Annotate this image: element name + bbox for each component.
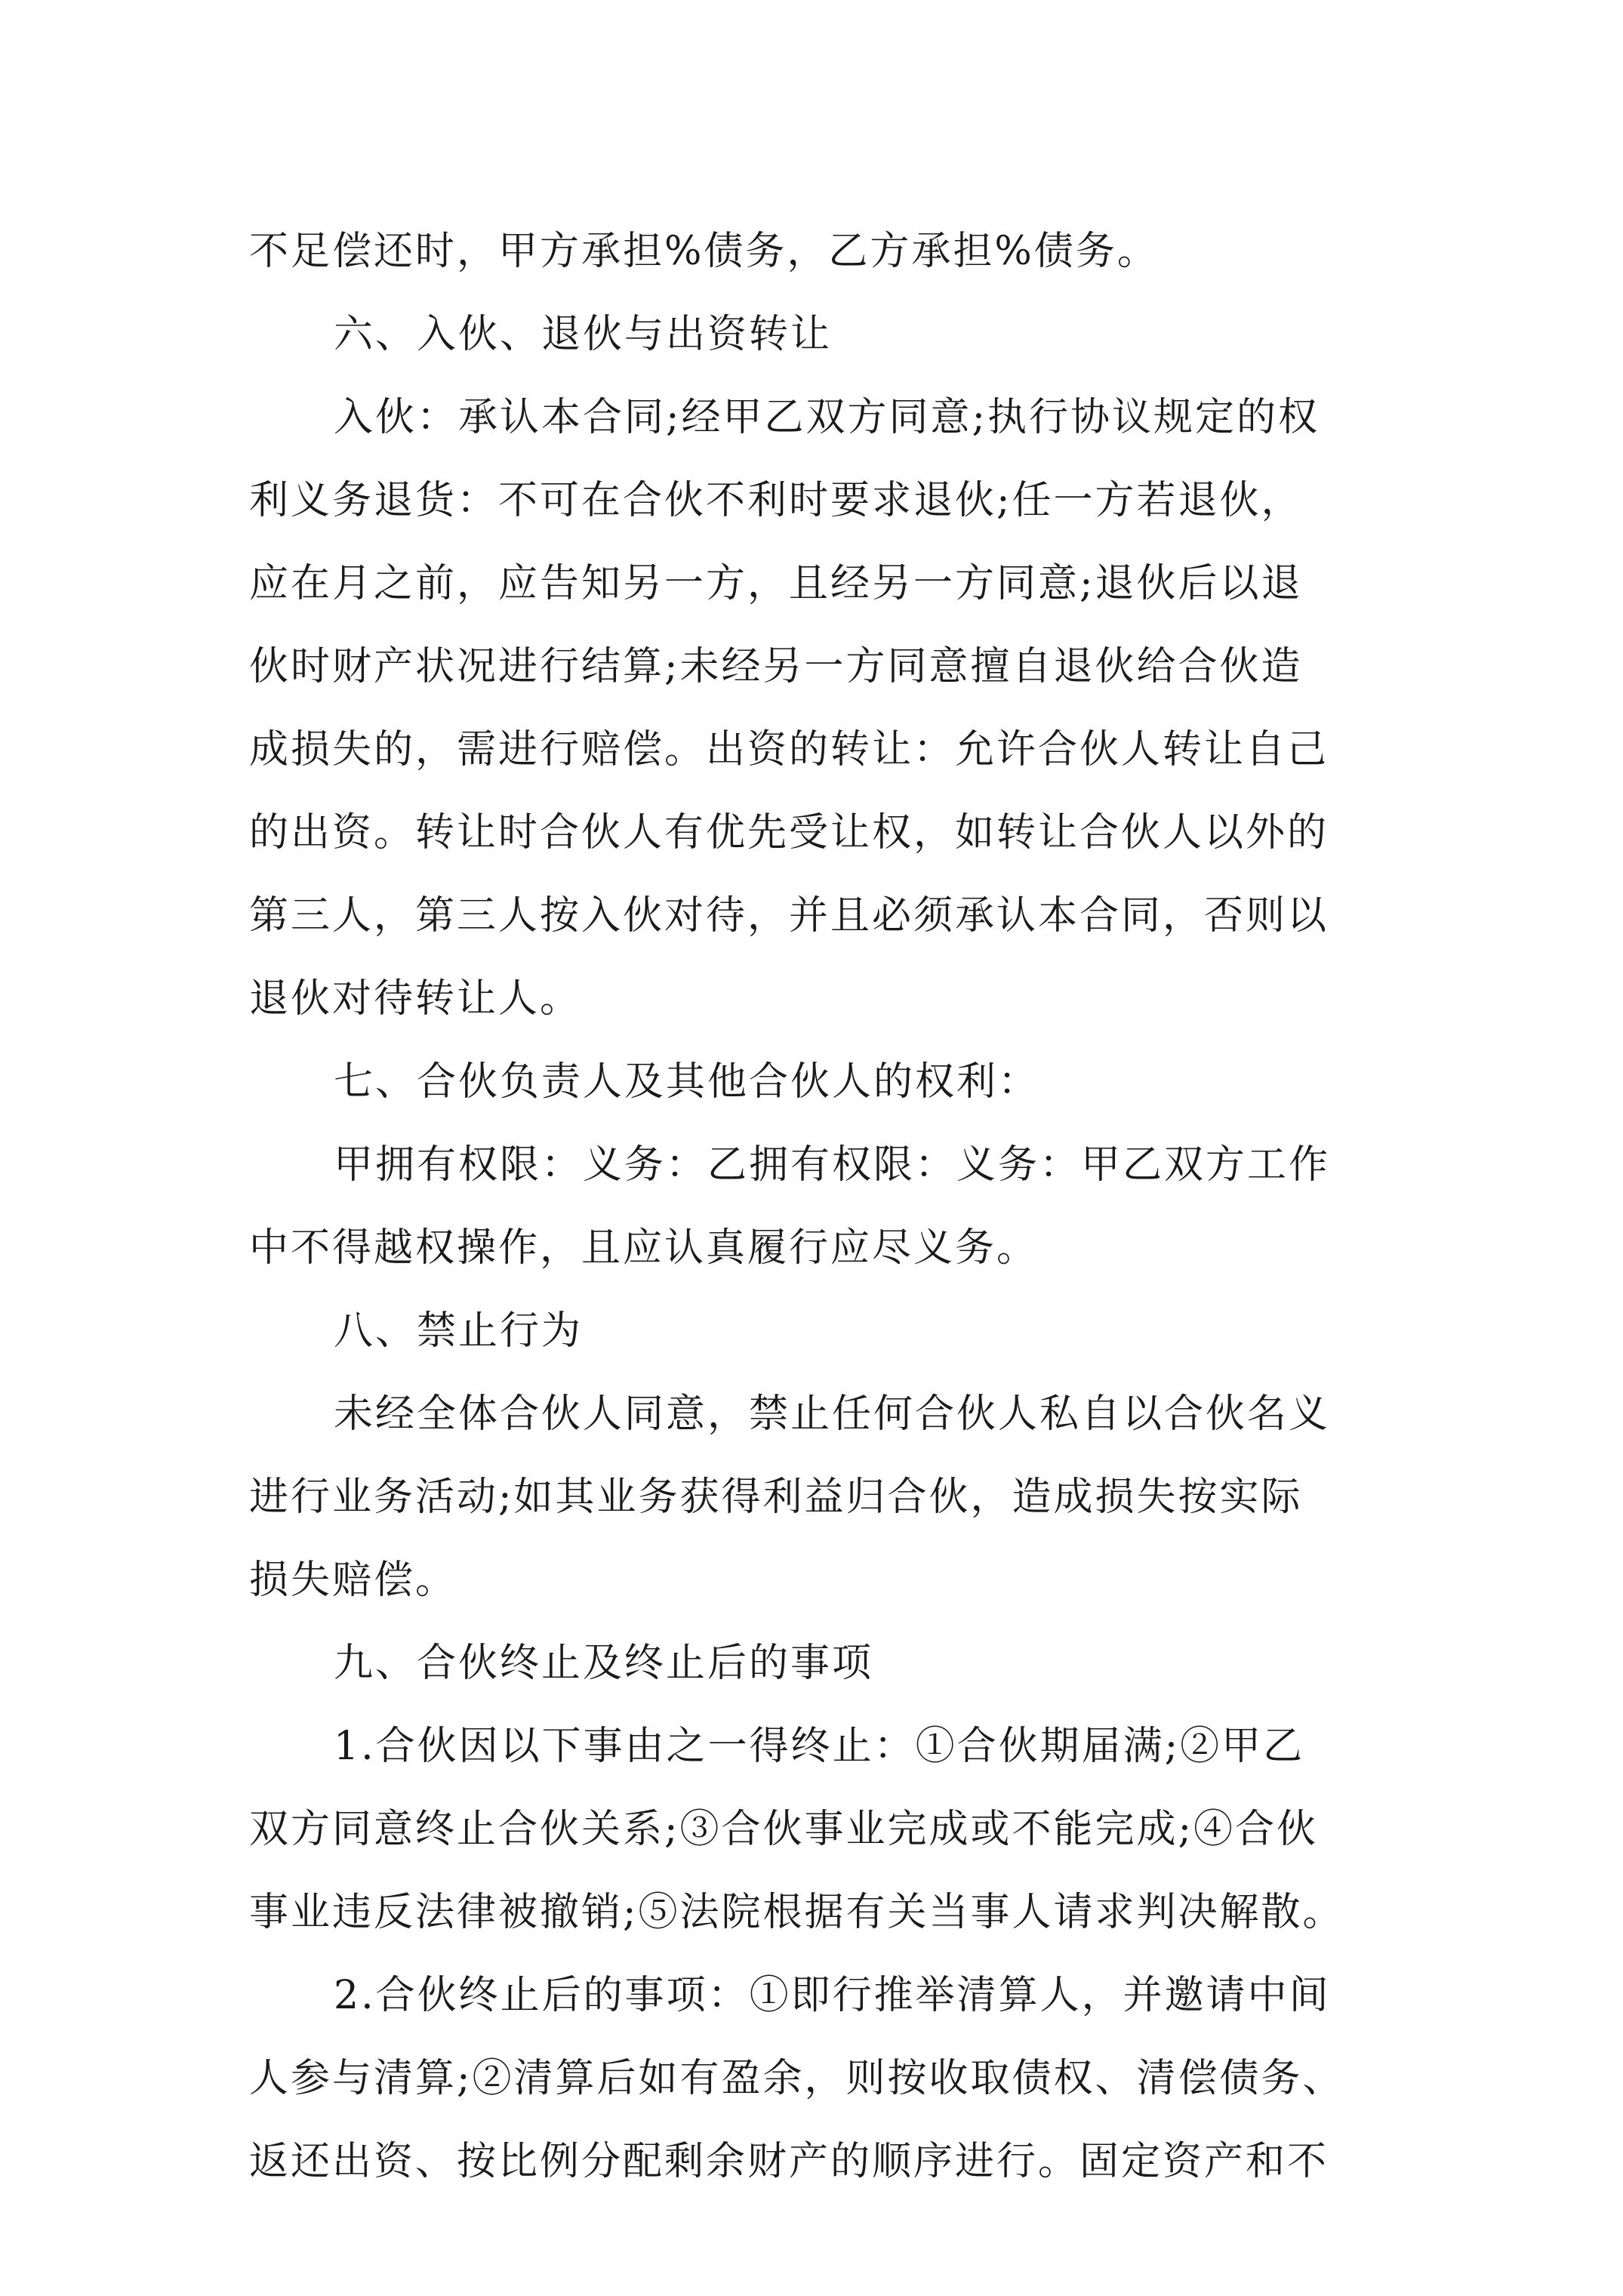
section-heading: 六、入伙、退伙与出资转让 [334, 312, 833, 357]
section-heading: 九、合伙终止及终止后的事项 [334, 1641, 874, 1686]
text-line: 入伙：承认本合同;经甲乙双方同意;执行协议规定的权 [334, 395, 1320, 440]
text-line: 伙时财产状况进行结算;未经另一方同意擅自退伙给合伙造 [249, 644, 1303, 689]
text-line: 成损失的，需进行赔偿。出资的转让：允许合伙人转让自己 [249, 727, 1329, 772]
text-line: 事业违反法律被撤销;⑤法院根据有关当事人请求判决解散。 [249, 1890, 1344, 1935]
text-line: 利义务退货：不可在合伙不利时要求退伙;任一方若退伙， [249, 478, 1303, 523]
text-line: 2.合伙终止后的事项：①即行推举清算人，并邀请中间 [334, 1973, 1331, 2018]
text-line: 双方同意终止合伙关系;③合伙事业完成或不能完成;④合伙 [249, 1807, 1319, 1852]
text-line: 应在月之前，应告知另一方，且经另一方同意;退伙后以退 [249, 561, 1303, 606]
section-heading: 八、禁止行为 [334, 1308, 584, 1354]
text-line: 返还出资、按比例分配剩余财产的顺序进行。固定资产和不 [249, 2139, 1329, 2184]
text-line: 损失赔偿。 [249, 1558, 457, 1603]
section-heading: 七、合伙负责人及其他合伙人的权利： [334, 1059, 1040, 1105]
text-line: 退伙对待转让人。 [249, 976, 582, 1022]
document-body [249, 210, 1381, 2203]
text-line: 不足偿还时，甲方承担%债务，乙方承担%债务。 [249, 229, 1159, 274]
text-line: 进行业务活动;如其业务获得利益归合伙，造成损失按实际 [249, 1475, 1303, 1520]
text-line: 甲拥有权限：义务：乙拥有权限：义务：甲乙双方工作 [334, 1142, 1331, 1188]
text-line: 的出资。转让时合伙人有优先受让权，如转让合伙人以外的 [249, 810, 1329, 855]
text-line: 第三人，第三人按入伙对待，并且必须承认本合同，否则以 [249, 893, 1329, 938]
text-line: 1.合伙因以下事由之一得终止：①合伙期届满;②甲乙 [334, 1724, 1305, 1769]
text-line: 人参与清算;②清算后如有盈余，则按收取债权、清偿债务、 [249, 2056, 1344, 2101]
text-line: 中不得越权操作，且应认真履行应尽义务。 [249, 1225, 1039, 1271]
text-line: 未经全体合伙人同意，禁止任何合伙人私自以合伙名义 [334, 1391, 1331, 1437]
